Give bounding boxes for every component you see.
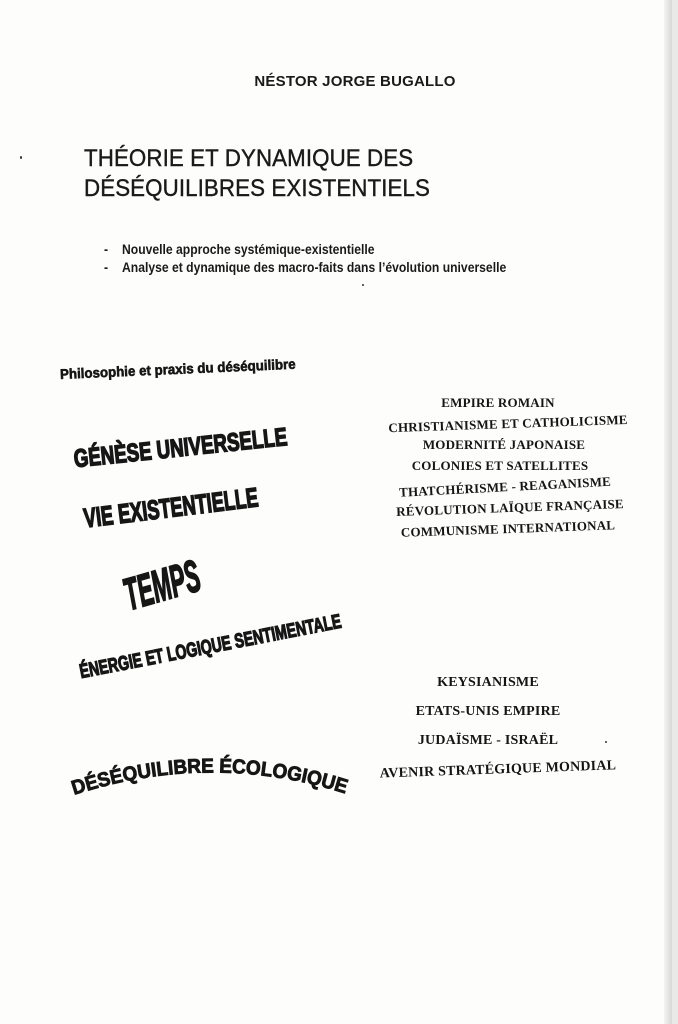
print-speck	[605, 741, 607, 743]
theme-temps: TEMPS	[117, 549, 206, 621]
list-item: KEYSIANISME	[437, 675, 539, 690]
subtitle-item	[104, 259, 506, 277]
bullet-dash: -	[104, 242, 109, 257]
title-line-1: THÉORIE ET DYNAMIQUE DES	[84, 145, 414, 172]
ecologie-text: DÉSÉQUILIBRE ÉCOLOGIQUE	[69, 755, 351, 800]
theme-desequilibre-ecologique	[62, 735, 362, 805]
philosophy-heading: Philosophie et praxis du déséquilibre	[59, 355, 296, 382]
modern-topics-list	[360, 668, 660, 784]
print-speck	[20, 156, 22, 159]
subtitle-text: Analyse et dynamique des macro-faits dans l’évolution universelle	[122, 260, 507, 275]
subtitle-text: Nouvelle approche systémique-existentielle	[122, 242, 375, 257]
svg-text:DÉSÉQUILIBRE ÉCOLOGIQUE	[69, 755, 350, 800]
page-edge-shadow	[664, 0, 672, 1024]
list-item: COMMUNISME INTERNATIONAL	[400, 517, 616, 540]
book-title	[84, 144, 430, 204]
theme-energie: ÉNERGIE ET LOGIQUE SENTIMENTALE	[77, 610, 344, 684]
list-item: COLONIES ET SATELLITES	[411, 458, 589, 473]
author-name: NÉSTOR JORGE BUGALLO	[254, 73, 456, 90]
subtitle-item	[104, 241, 506, 259]
historical-topics-list	[360, 392, 660, 539]
list-item: EMPIRE ROMAIN	[441, 395, 555, 410]
list-item: THATCHÉRISME - REAGANISME	[398, 473, 612, 500]
list-item: RÉVOLUTION LAÏQUE FRANÇAISE	[395, 496, 625, 519]
title-line-2: DÉSÉQUILIBRES EXISTENTIELS	[84, 175, 431, 202]
print-speck	[362, 284, 364, 286]
subtitle-list	[104, 241, 506, 277]
list-item: ETATS-UNIS EMPIRE	[415, 704, 561, 719]
theme-vie-existentielle: VIE EXISTENTIELLE	[82, 482, 260, 534]
list-item: MODERNITÉ JAPONAISE	[422, 437, 586, 452]
bullet-dash: -	[104, 260, 109, 275]
list-item: CHRISTIANISME ET CATHOLICISME	[388, 411, 628, 436]
list-item: JUDAÏSME - ISRAËL	[417, 733, 559, 748]
theme-genese-universelle: GÉNÈSE UNIVERSELLE	[72, 422, 289, 474]
list-item: AVENIR STRATÉGIQUE MONDIAL	[379, 758, 617, 782]
